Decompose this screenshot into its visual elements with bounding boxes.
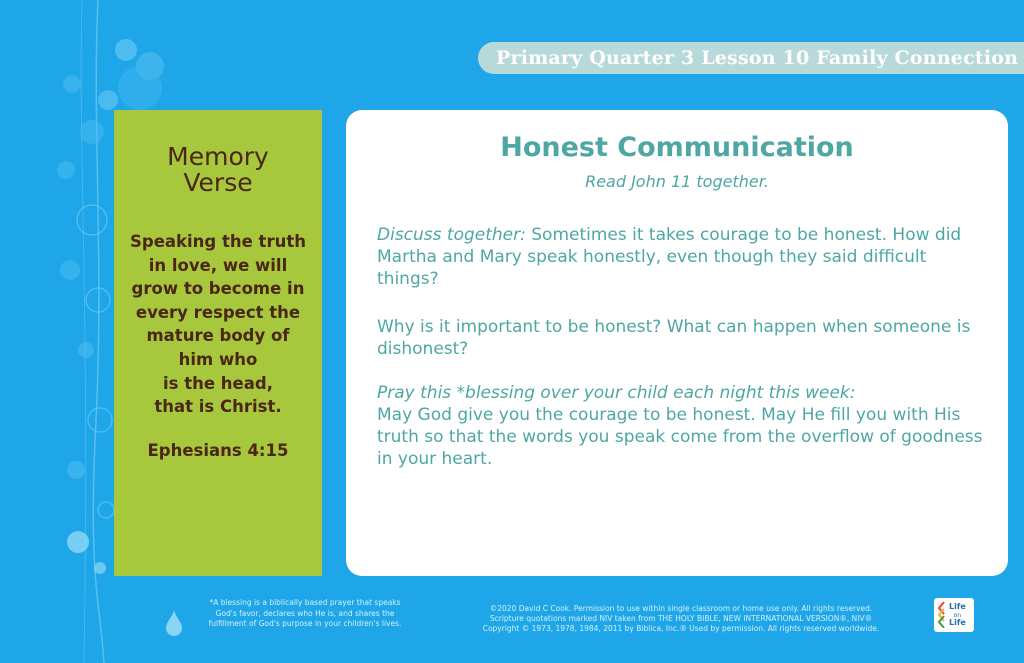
lesson-card: [346, 110, 1008, 576]
life-on-life-logo: [934, 598, 974, 632]
verse-line: is the head,: [163, 373, 273, 393]
blessing-footnote: *A blessing is a biblically based prayer that speaks God's favor, declares who He is, and shares the fulfillment of God's purpose in your children's lives.: [208, 598, 402, 628]
verse-line: mature body of: [146, 326, 290, 346]
card-title: Honest Communication: [500, 132, 854, 163]
copyright-notice: ©2020 David C Cook. Permission to use within single classroom or home use only. All rights reserved. Scripture quotations marked NIV taken from THE HOLY BIBLE, NEW INTERNATIONAL VERSION®, NIV® Copyright © 1973, 1978, 1984, 2011 by Biblica, Inc.® Used by permission. All rights reserved worldwide.: [482, 604, 880, 633]
blessing-paragraph: [377, 382, 987, 470]
lesson-title: Primary Quarter 3 Lesson 10 Family Connection: [496, 47, 1019, 69]
verse-line: every respect the: [135, 302, 301, 322]
logo-stripes-icon: [937, 602, 947, 628]
memory-verse-panel: [114, 110, 322, 576]
discuss-text: Sometimes it takes courage to be honest. How did Martha and Mary speak honestly, even though they said difficult things?: [377, 225, 962, 289]
verse-reference: Ephesians 4:15: [147, 441, 289, 460]
verse-line: Speaking the truth: [130, 232, 306, 251]
card-subtitle: Read John 11 together.: [585, 172, 769, 191]
logo-text: Life on Life: [949, 602, 966, 627]
blessing-text: May God give you the courage to be honest. May He fill you with His truth so that the words you speak come from the overflow of goodness in your heart.: [377, 405, 983, 469]
verse-line: that is Christ.: [154, 397, 282, 417]
memory-verse-text: [122, 230, 314, 419]
discuss-label: Discuss together:: [377, 225, 526, 245]
header-banner: [478, 42, 1024, 74]
memory-verse-title: Memory Verse: [167, 142, 269, 197]
verse-line: him who: [178, 349, 258, 369]
verse-line: grow to become in: [131, 279, 305, 299]
discuss-paragraph: [377, 224, 987, 290]
question-paragraph: Why is it important to be honest? What can happen when someone is dishonest?: [377, 317, 971, 359]
pray-label: Pray this *blessing over your child each night this week:: [377, 383, 856, 403]
verse-line: in love, we will: [148, 255, 288, 275]
water-drop-icon: [166, 610, 182, 636]
